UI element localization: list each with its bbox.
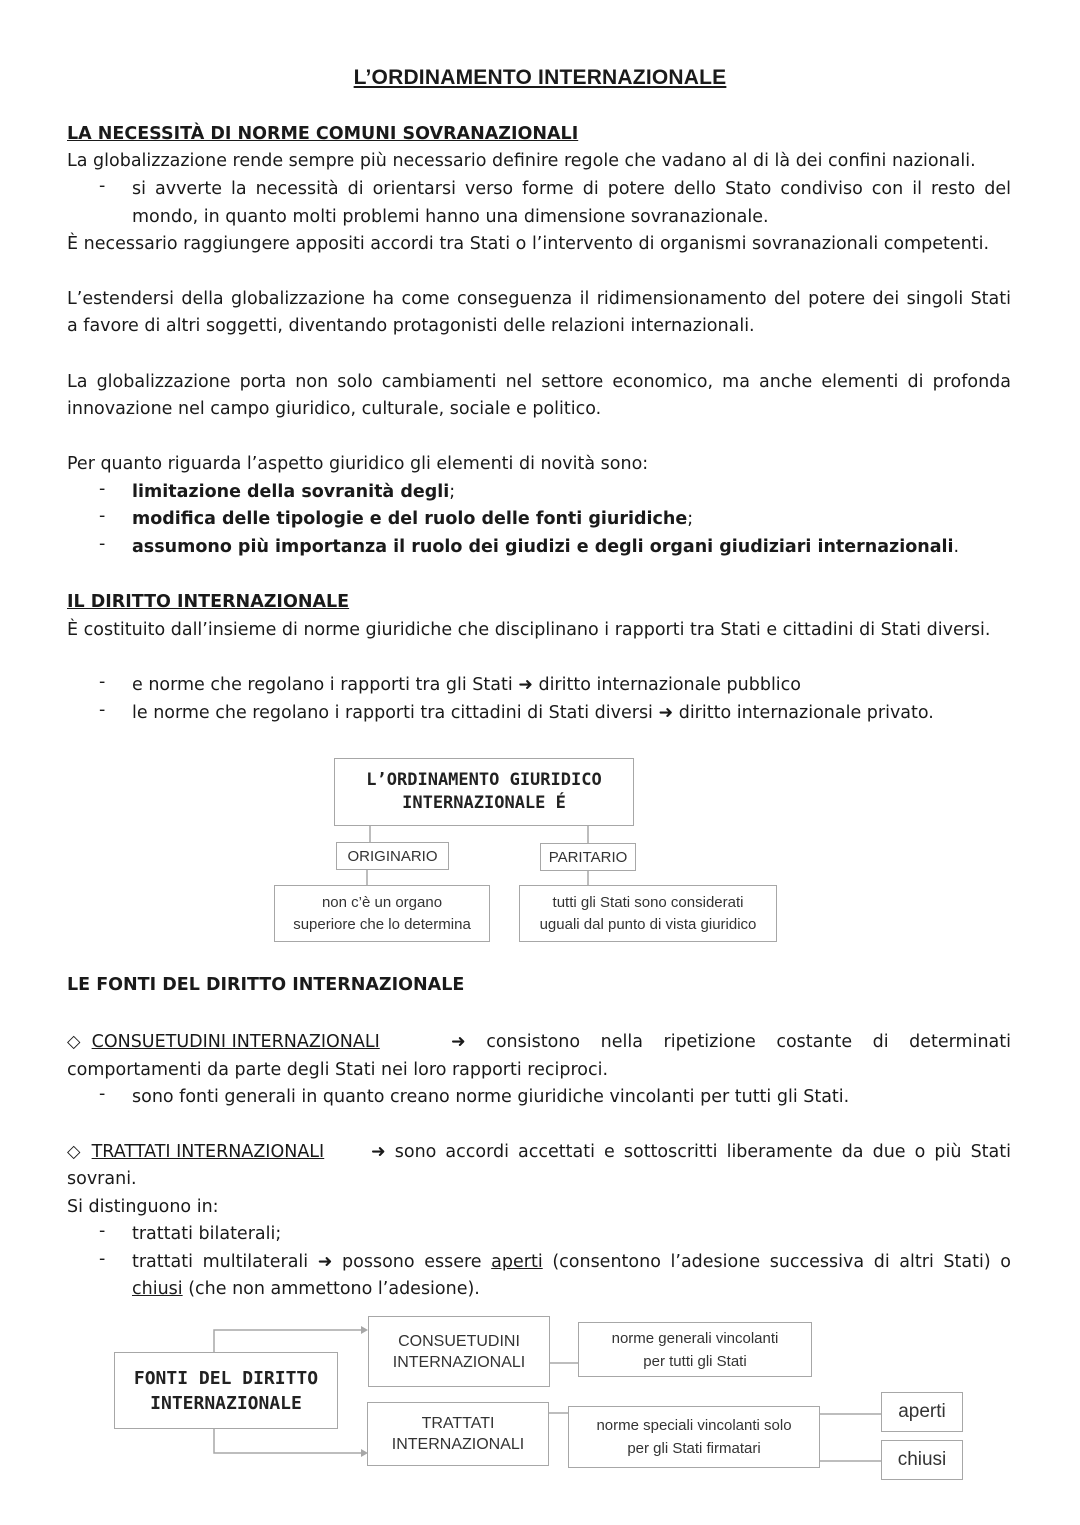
section-heading-sovranazionali: LA NECESSITÀ DI NORME COMUNI SOVRANAZIONALI: [67, 124, 579, 144]
diamond-marker-icon: ◇: [67, 1032, 81, 1052]
bullet-dash: -: [99, 1221, 106, 1241]
bullet-dash: -: [99, 672, 106, 692]
bullet-text: le norme che regolano i rapporti tra cittadini di Stati diversi ➜ diritto internazionale privato.: [132, 703, 934, 723]
term-consuetudini: CONSUETUDINI INTERNAZIONALI: [91, 1032, 380, 1052]
bullet-text: sono fonti generali in quanto creano norme giuridiche vincolanti per tutti gli Stati.: [132, 1087, 850, 1107]
bullet-dash: -: [99, 506, 106, 526]
bullet-text-continued: chiusi (che non ammettono l’adesione).: [132, 1279, 480, 1299]
paragraph: È costituito dall’insieme di norme giuridiche che disciplinano i rapporti tra Stati e cittadini di Stati diversi.: [67, 620, 991, 640]
bullet-text: e norme che regolano i rapporti tra gli Stati ➜ diritto internazionale pubblico: [132, 675, 801, 695]
term-aperti: aperti: [491, 1252, 543, 1272]
bullet-text: trattati multilaterali ➜ possono essere aperti (consentono l’adesione successiva di altri Stati) o: [132, 1252, 1011, 1272]
bullet-dash: -: [99, 534, 106, 554]
section-heading-fonti: LE FONTI DEL DIRITTO INTERNAZIONALE: [67, 975, 465, 995]
paragraph: Per quanto riguarda l’aspetto giuridico gli elementi di novità sono:: [67, 454, 649, 474]
diagram2-trattati-desc: norme speciali vincolanti solo per gli Stati firmatari: [568, 1406, 820, 1468]
diamond-marker-icon: ◇: [67, 1142, 81, 1162]
bullet-text: trattati bilaterali;: [132, 1224, 282, 1244]
paragraph-continued: sovrani.: [67, 1169, 137, 1189]
page-title: L’ORDINAMENTO INTERNAZIONALE: [353, 66, 727, 89]
diagram1-originario-box: ORIGINARIO: [336, 842, 449, 870]
paragraph: Si distinguono in:: [67, 1197, 219, 1217]
section-heading-diritto-internazionale: IL DIRITTO INTERNAZIONALE: [67, 592, 350, 612]
paragraph: La globalizzazione rende sempre più necessario definire regole che vadano al di là dei confini nazionali.: [67, 151, 976, 171]
bullet-dash: -: [99, 1249, 106, 1269]
term-chiusi: chiusi: [132, 1279, 183, 1299]
diagram1-paritario-box: PARITARIO: [540, 843, 636, 871]
term-trattati: TRATTATI INTERNAZIONALI: [91, 1142, 325, 1162]
paragraph-continued: innovazione nel campo giuridico, culturale, sociale e politico.: [67, 399, 602, 419]
diagram2-consuetudini-box: CONSUETUDINI INTERNAZIONALI: [368, 1316, 550, 1387]
paragraph: L’estendersi della globalizzazione ha come conseguenza il ridimensionamento del potere dei singoli Stati: [67, 289, 1011, 309]
paragraph-continued: a favore di altri soggetti, diventando protagonisti delle relazioni internazionali.: [67, 316, 755, 336]
paragraph-continued: comportamenti da parte degli Stati nei loro rapporti reciproci.: [67, 1060, 609, 1080]
bullet-dash: -: [99, 1084, 106, 1104]
bullet-dash: -: [99, 700, 106, 720]
diagram2-trattati-box: TRATTATI INTERNAZIONALI: [367, 1402, 549, 1466]
bullet-text: si avverte la necessità di orientarsi verso forme di potere dello Stato condiviso con il resto del: [132, 179, 1011, 199]
diagram1-originario-desc: non c’è un organo superiore che lo determina: [274, 885, 490, 942]
diagram1-root-box: L’ORDINAMENTO GIURIDICO INTERNAZIONALE É: [334, 758, 634, 826]
paragraph-trattati: ◇ TRATTATI INTERNAZIONALI ➜ sono accordi accettati e sottoscritti liberamente da due o più Stati: [67, 1142, 1011, 1162]
bullet-dash: -: [99, 176, 106, 196]
bullet-dash: -: [99, 479, 106, 499]
bullet-text-continued: mondo, in quanto molti problemi hanno una dimensione sovranazionale.: [132, 207, 769, 227]
list-item: assumono più importanza il ruolo dei giudizi e degli organi giudiziari internazionali.: [132, 537, 960, 557]
diagram2-consuetudini-desc: norme generali vincolanti per tutti gli Stati: [578, 1322, 812, 1377]
diagram2-root-box: FONTI DEL DIRITTO INTERNAZIONALE: [114, 1352, 338, 1429]
paragraph: La globalizzazione porta non solo cambiamenti nel settore economico, ma anche elementi di profonda: [67, 372, 1011, 392]
list-item: limitazione della sovranità degli;: [132, 482, 456, 502]
diagram2-chiusi-box: chiusi: [881, 1440, 963, 1480]
diagram1-paritario-desc: tutti gli Stati sono considerati uguali dal punto di vista giuridico: [519, 885, 777, 942]
paragraph: È necessario raggiungere appositi accordi tra Stati o l’intervento di organismi sovranazionali competenti.: [67, 234, 990, 254]
paragraph-consuetudini: ◇ CONSUETUDINI INTERNAZIONALI ➜ consistono nella ripetizione costante di determinati: [67, 1032, 1011, 1052]
list-item: modifica delle tipologie e del ruolo delle fonti giuridiche;: [132, 509, 694, 529]
diagram2-aperti-box: aperti: [881, 1392, 963, 1432]
